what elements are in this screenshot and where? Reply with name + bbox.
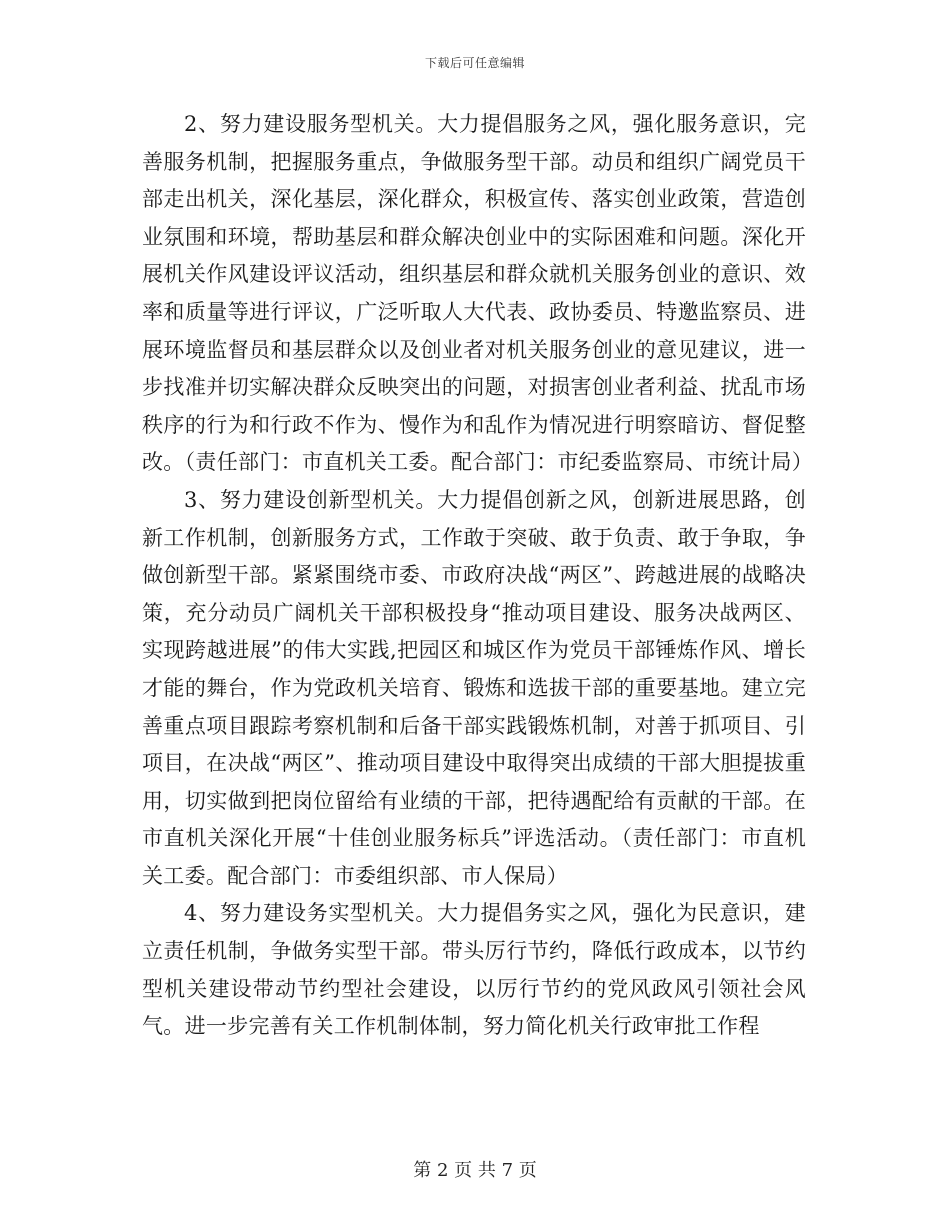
paragraph-service-agency: 2、努力建设服务型机关。大力提倡服务之风，强化服务意识，完善服务机制，把握服务重点，争做服务型干部。动员和组织广阔党员干部走出机关，深化基层，深化群众，积极宣传、落实创业政策，营造创业氛围和环境，帮助基层和群众解决创业中的实际困难和问题。深化开展机关作风建设评议活动，组织基层和群众就机关服务创业的意识、效率和质量等进行评议，广泛听取人大代表、政协委员、特邀监察员、进展环境监督员和基层群众以及创业者对机关服务创业的意见建议，进一步找准并切实解决群众反映突出的问题，对损害创业者利益、扰乱市场秩序的行为和行政不作为、慢作为和乱作为情况进行明察暗访、督促整改。（责任部门：市直机关工委。配合部门：市纪委监察局、市统计局） (142, 112, 814, 475)
paragraph-pragmatic-agency: 4、努力建设务实型机关。大力提倡务实之风，强化为民意识，建立责任机制，争做务实型干部。带头厉行节约，降低行政成本，以节约型机关建设带动节约型社会建设，以厉行节约的党风政风引领社会风气。进一步完善有关工作机制体制，努力简化机关行政审批工作程 (142, 901, 806, 1039)
page-number: 第 2 页 共 7 页 (413, 1160, 537, 1181)
page-header-note: 下载后可任意编辑 (424, 56, 525, 70)
paragraph-innovation-agency: 3、努力建设创新型机关。大力提倡创新之风，创新进展思路，创新工作机制，创新服务方式，工作敢于突破、敢于负责、敢于争取，争做创新型干部。紧紧围绕市委、市政府决战“两区”、跨越进展的战略决策，充分动员广阔机关干部积极投身“推动项目建设、服务决战两区、实现跨越进展”的伟大实践,把园区和城区作为党员干部锤炼作风、增长才能的舞台，作为党政机关培育、锻炼和选拔干部的重要基地。建立完善重点项目跟踪考察机制和后备干部实践锻炼机制，对善于抓项目、引项目，在决战“两区”、推动项目建设中取得突出成绩的干部大胆提拔重用，切实做到把岗位留给有业绩的干部，把待遇配给有贡献的干部。在市直机关深化开展“十佳创业服务标兵”评选活动。（责任部门：市直机关工委。配合部门：市委组织部、市人保局） (142, 487, 806, 888)
document-body (142, 106, 814, 1046)
